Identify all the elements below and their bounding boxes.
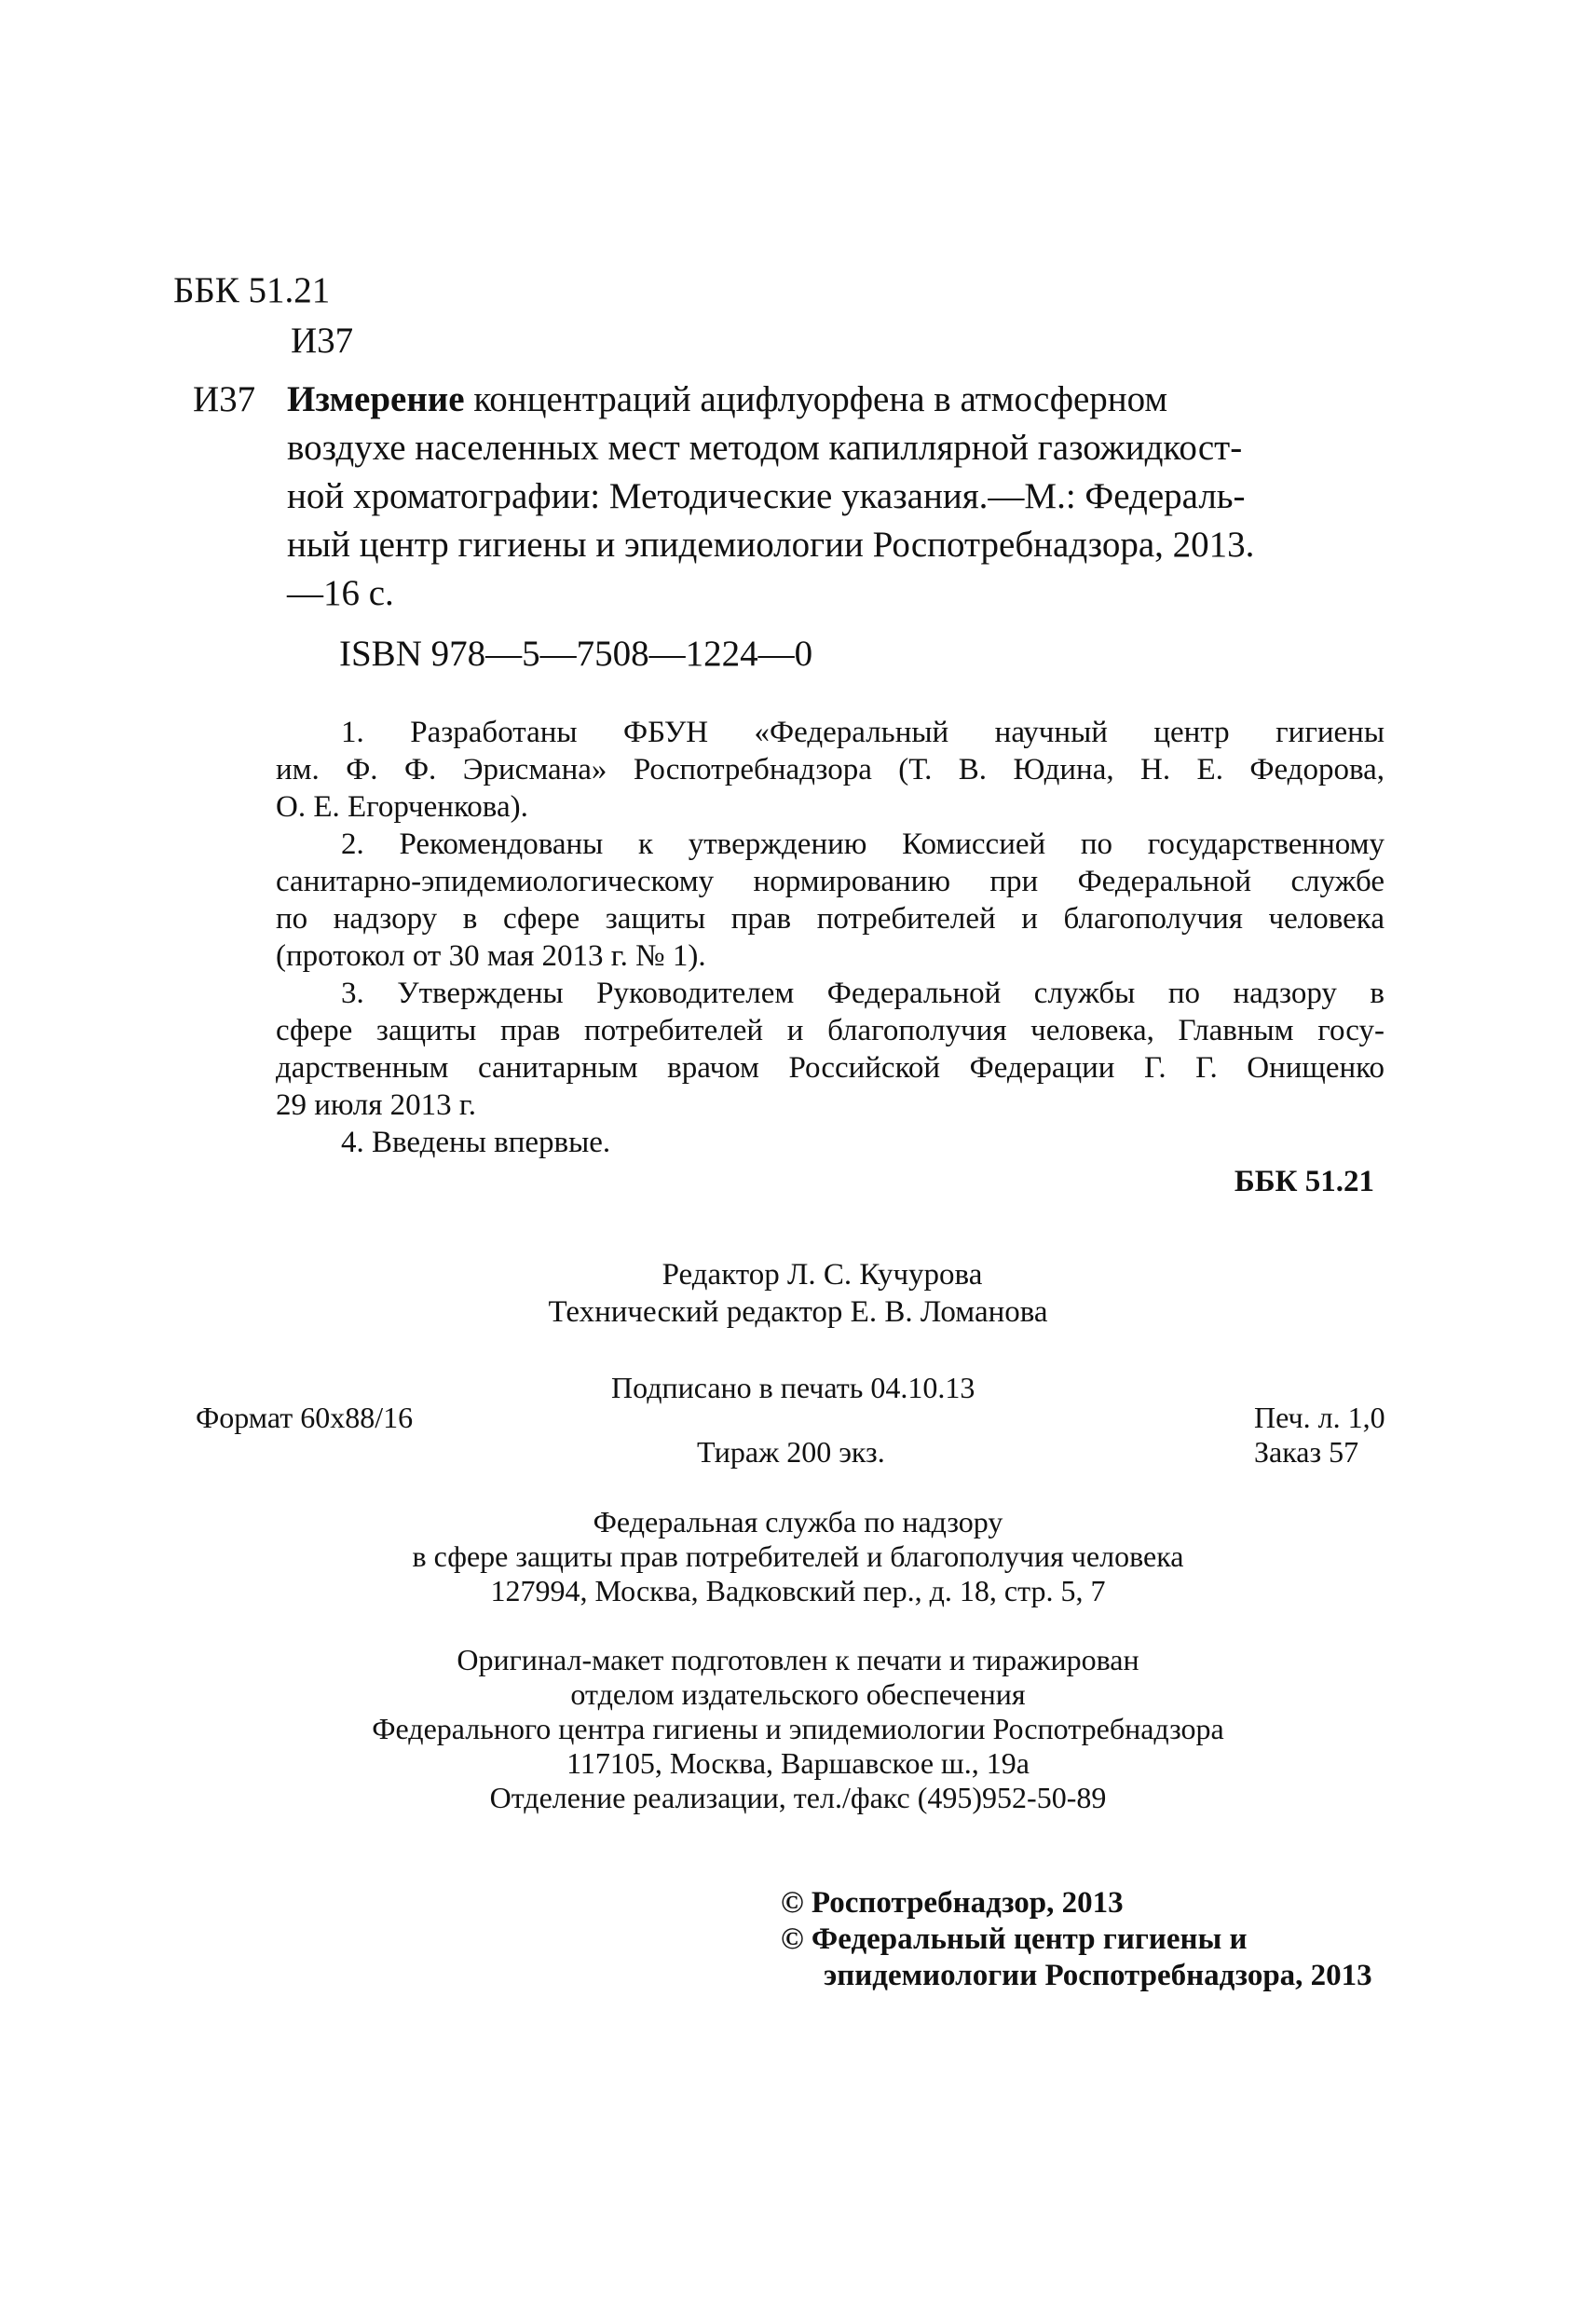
publisher-address: 127994, Москва, Вадковский пер., д. 18, стр. 5, 7 [490,1574,1106,1607]
tech-editor: Технический редактор Е. В. Ломанова [548,1295,1048,1329]
paper-format: Формат 60x88/16 [196,1401,414,1434]
layout-address: 117105, Москва, Варшавское ш., 19а [566,1746,1030,1780]
editor: Редактор Л. С. Кучурова [662,1258,983,1292]
print-run: Тираж 200 экз. [697,1435,885,1469]
note-1-line-2: им. Ф. Ф. Эрисмана» Роспотребнадзора (Т. В. Юдина, Н. Е. Федорова, [276,753,1385,786]
author-mark: И37 [291,321,354,361]
bbk-index: ББК 51.21 [173,270,331,310]
title-line-3: ной хроматографии: Методические указания.—М.: Федераль- [287,476,1246,516]
bbk-index-bottom: ББК 51.21 [1234,1165,1374,1198]
note-3-line-3: дарственным санитарным врачом Российской Федерации Г. Г. Онищенко [276,1051,1385,1085]
notes-block [276,714,1385,1161]
isbn: ISBN 978—5—7508—1224—0 [339,634,813,674]
signed-date: Подписано в печать 04.10.13 [611,1371,975,1404]
note-1-line-3: О. Е. Егорченкова). [276,790,528,824]
note-2-line-2: санитарно-эпидемиологическому нормированию при Федеральной службе [276,865,1385,898]
title-line-1: Измерение концентраций ацифлуорфена в атмосферном [287,379,1168,419]
author-mark-left: И37 [193,379,256,419]
copyright-line-2: © Федеральный центр гигиены и [781,1922,1248,1956]
layout-line-1: Оригинал-макет подготовлен к печати и тиражирован [457,1643,1139,1676]
title-line-4: ный центр гигиены и эпидемиологии Роспотребнадзора, 2013. [287,525,1255,565]
copyright-line-3: эпидемиологии Роспотребнадзора, 2013 [824,1959,1372,1992]
publisher-line-2: в сфере защиты прав потребителей и благополучия человека [412,1539,1184,1573]
note-2-line-4: (протокол от 30 мая 2013 г. № 1). [276,939,706,973]
title-bold-word: Измерение [287,379,465,419]
publisher-line-1: Федеральная служба по надзору [593,1505,1003,1538]
title-line-5: —16 с. [287,573,394,613]
bibliographic-record [287,376,1342,618]
sales-contact: Отделение реализации, тел./факс (495)952-50-89 [489,1781,1107,1814]
printed-sheets: Печ. л. 1,0 [1254,1401,1385,1434]
note-3-line-4: 29 июля 2013 г. [276,1088,476,1122]
order-number: Заказ 57 [1254,1435,1359,1469]
note-4: 4. Введены впервые. [341,1126,611,1159]
note-3-line-1: 3. Утверждены Руководителем Федеральной службы по надзору в [341,977,1385,1010]
layout-line-2: отделом издательского обеспечения [570,1677,1026,1711]
note-2-line-1: 2. Рекомендованы к утверждению Комиссией по государственному [341,827,1385,861]
note-1-line-1: 1. Разработаны ФБУН «Федеральный научный центр гигиены [341,716,1385,749]
note-2-line-3: по надзору в сфере защиты прав потребителей и благополучия человека [276,902,1385,936]
layout-line-3: Федерального центра гигиены и эпидемиологии Роспотребнадзора [372,1712,1224,1745]
title-line-2: воздухе населенных мест методом капиллярной газожидкост- [287,428,1243,468]
note-3-line-2: сфере защиты прав потребителей и благополучия человека, Главным госу- [276,1014,1385,1047]
copyright-line-1: © Роспотребнадзор, 2013 [781,1886,1124,1920]
